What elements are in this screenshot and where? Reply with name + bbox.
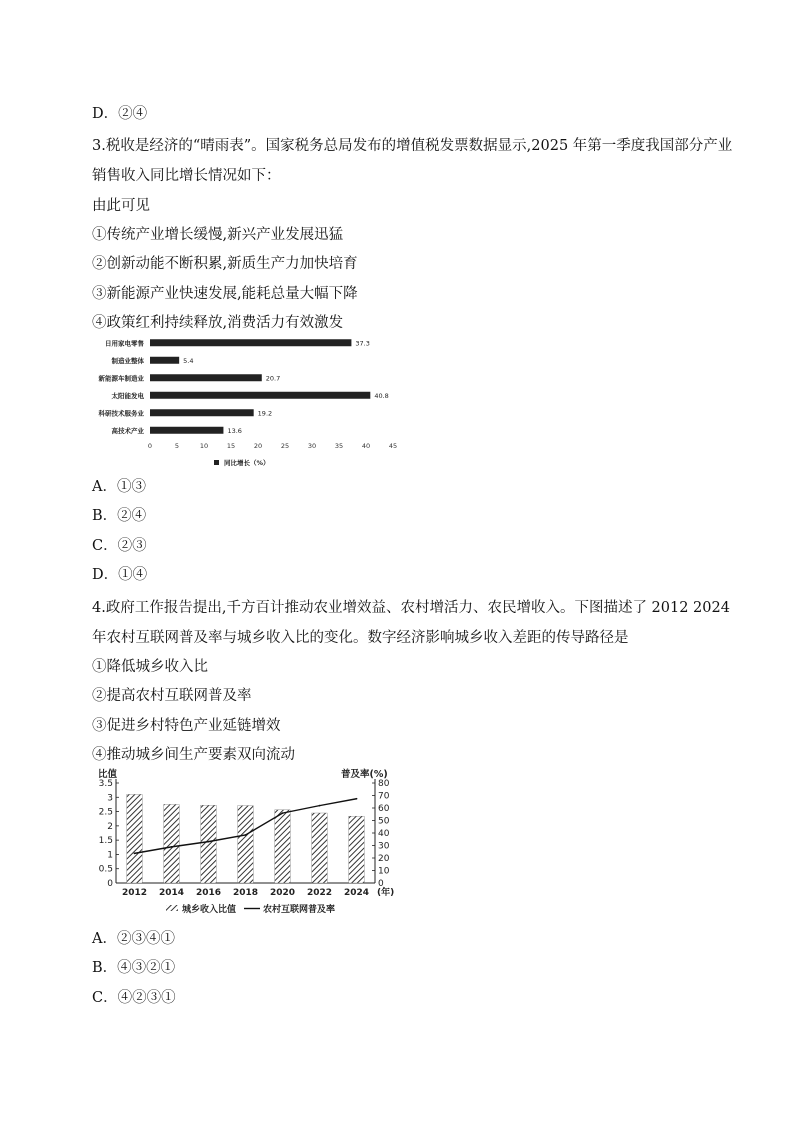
x-tick-label: 20 (253, 442, 263, 450)
right-tick-label: 50 (378, 816, 390, 827)
x-tick-label: 25 (280, 442, 290, 450)
bar (238, 806, 254, 883)
bar (150, 357, 179, 364)
line-point (282, 812, 284, 814)
x-tick-label: 5 (174, 442, 180, 450)
category-label: 太阳能发电 (111, 391, 144, 400)
x-tick-label: 10 (199, 442, 209, 450)
q4-option-c[interactable]: C．④②③① (92, 990, 176, 1006)
x-tick-label: 45 (388, 442, 398, 450)
x-tick-label: 2024 (343, 888, 370, 898)
x-tick-label: 15 (226, 442, 236, 450)
q4-stem-line2: 年农村互联网普及率与城乡收入比的变化。数字经济影响城乡收入差距的传导路径是 (92, 630, 629, 646)
q3-lead: 由此可见 (92, 198, 150, 214)
left-tick-label: 2 (107, 821, 113, 832)
x-tick-label: 2022 (306, 888, 333, 898)
x-tick-label: 30 (307, 442, 317, 450)
right-tick-label: 40 (378, 829, 390, 839)
right-tick-label: 30 (378, 841, 390, 852)
line-point (208, 841, 210, 843)
x-tick-label: 2014 (158, 888, 185, 898)
bar (127, 794, 143, 883)
line-point (245, 834, 247, 836)
right-tick-label: 10 (378, 866, 390, 877)
category-label: 科研技术服务业 (98, 409, 144, 418)
left-tick-label: 0.5 (98, 864, 113, 875)
value-label: 5.4 (183, 356, 194, 365)
q4-combo-chart (90, 765, 410, 920)
legend-swatch (214, 460, 219, 465)
value-label: 37.3 (355, 339, 370, 348)
x-tick-label: 2016 (195, 888, 222, 898)
bar (150, 409, 254, 416)
q3-option-a[interactable]: A．①③ (92, 479, 146, 495)
q4-item-1: ①降低城乡收入比 (92, 659, 208, 675)
bar (164, 804, 180, 883)
bar (349, 816, 365, 883)
q3-option-b[interactable]: B．②④ (92, 508, 147, 524)
q3-item-1: ①传统产业增长缓慢,新兴产业发展迅猛 (92, 227, 344, 243)
x-tick-label: 2020 (269, 888, 296, 898)
q3-item-4: ④政策红利持续释放,消费活力有效激发 (92, 315, 344, 331)
right-tick-label: 70 (378, 791, 390, 802)
category-label: 新能源车制造业 (98, 374, 144, 383)
value-label: 40.8 (374, 391, 389, 400)
x-tick-label: 40 (361, 442, 371, 450)
option-d-prev: D．②④ (92, 106, 148, 122)
bar (201, 805, 217, 883)
left-tick-label: 1 (107, 850, 113, 861)
right-tick-label: 60 (378, 804, 390, 814)
q3-option-d[interactable]: D．①④ (92, 567, 148, 583)
bar (150, 374, 262, 381)
q3-bar-chart (90, 330, 430, 470)
q4-item-2: ②提高农村互联网普及率 (92, 688, 252, 704)
left-tick-label: 3 (107, 793, 113, 804)
q4-stem-line1: 4.政府工作报告提出,千方百计推动农业增效益、农村增活力、农民增收入。下图描述了 2012 2024 (92, 600, 730, 616)
right-axis-label: 普及率(%) (341, 769, 388, 780)
right-tick-label: 80 (378, 779, 390, 789)
x-tick-label: 35 (334, 442, 344, 450)
value-label: 13.6 (227, 426, 242, 435)
right-tick-label: 0 (378, 879, 384, 889)
x-tick-label: 0 (147, 442, 153, 450)
bar (150, 427, 223, 434)
q4-item-4: ④推动城乡间生产要素双向流动 (92, 747, 295, 763)
q4-option-b[interactable]: B．④③②① (92, 960, 176, 976)
legend-line-label: 农村互联网普及率 (263, 905, 336, 915)
x-tick-label: 2018 (232, 888, 259, 898)
value-label: 19.2 (257, 409, 273, 418)
legend-bar-swatch (166, 905, 178, 911)
q3-stem-line2: 销售收入同比增长情况如下： (92, 168, 281, 184)
line-point (171, 846, 173, 848)
bar (312, 813, 328, 883)
bar (275, 810, 291, 883)
q3-item-3: ③新能源产业快速发展,能耗总量大幅下降 (92, 286, 358, 302)
category-label: 制造业整体 (111, 356, 144, 365)
q3-stem-line1: 3.税收是经济的“晴雨表”。国家税务总局发布的增值税发票数据显示,2025 年第一季度我国部分产业 (92, 138, 733, 154)
x-tick-label: 2012 (121, 888, 148, 898)
line-point (356, 798, 358, 800)
x-unit-label: (年) (377, 888, 395, 898)
q4-item-3: ③促进乡村特色产业延链增效 (92, 718, 281, 734)
bar (150, 392, 370, 399)
category-label: 高技术产业 (111, 426, 144, 435)
q3-item-2: ②创新动能不断积累,新质生产力加快培育 (92, 256, 358, 272)
category-label: 日用家电零售 (105, 339, 144, 348)
right-tick-label: 20 (378, 854, 390, 864)
value-label: 20.7 (265, 374, 281, 383)
bar (150, 339, 351, 346)
legend-label: 同比增长（%） (224, 459, 270, 467)
left-axis-label: 比值 (98, 769, 118, 780)
left-tick-label: 3.5 (98, 779, 113, 789)
q4-option-a[interactable]: A．②③④① (92, 931, 175, 947)
left-tick-label: 2.5 (98, 807, 113, 818)
q3-option-c[interactable]: C．②③ (92, 538, 147, 554)
left-tick-label: 1.5 (98, 836, 113, 847)
left-tick-label: 0 (107, 879, 113, 889)
line-point (319, 805, 321, 807)
line-point (134, 852, 136, 854)
legend-bar-label: 城乡收入比值 (182, 905, 237, 915)
